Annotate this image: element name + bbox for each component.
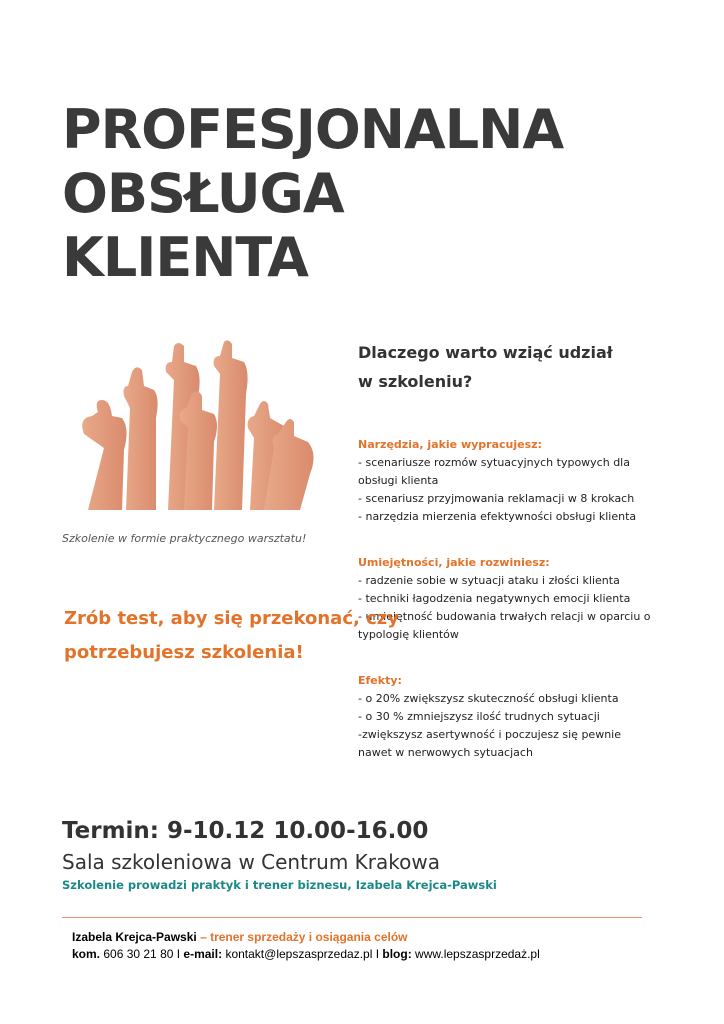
list-item: - scenariusze rozmów sytuacyjnych typowych dla obsługi klienta xyxy=(358,456,630,487)
page-title xyxy=(62,98,563,290)
title-line-2: OBSŁUGA xyxy=(62,162,344,225)
thumbs-up-hands-icon xyxy=(64,338,326,510)
footer-name: Izabela Krejca-Pawski xyxy=(72,930,197,944)
list-item: - scenariusz przyjmowania reklamacji w 8 krokach xyxy=(358,492,635,505)
blog-label: blog: xyxy=(382,947,412,961)
title-line-1: PROFESJONALNA xyxy=(62,98,564,161)
section-skills xyxy=(358,554,658,644)
cta-line-2: potrzebujesz szkolenia! xyxy=(64,642,304,663)
blog-link[interactable]: www.lepszasprzedaż.pl xyxy=(411,947,540,961)
test-call-to-action xyxy=(64,602,399,670)
footer-divider xyxy=(62,917,642,918)
phone-label: kom. xyxy=(72,947,101,961)
section-heading: Efekty: xyxy=(358,674,402,687)
list-item: - radzenie sobie w sytuacji ataku i złości klienta xyxy=(358,574,620,587)
date-time: Termin: 9-10.12 10.00-16.00 xyxy=(62,818,429,844)
section-heading: Umiejętności, jakie rozwiniesz: xyxy=(358,556,550,569)
section-tools xyxy=(358,436,658,526)
list-item: - techniki łagodzenia negatywnych emocji klienta xyxy=(358,592,631,605)
why-line-1: Dlaczego warto wziąć udział xyxy=(358,343,613,362)
phone-value: 606 30 21 80 I xyxy=(100,947,184,961)
title-line-3: KLIENTA xyxy=(62,226,308,289)
section-heading: Narzędzia, jakie wypracujesz: xyxy=(358,438,542,451)
venue: Sala szkoleniowa w Centrum Krakowa xyxy=(62,850,440,874)
email-label: e-mail: xyxy=(183,947,223,961)
footer xyxy=(72,929,540,963)
trainer-info: Szkolenie prowadzi praktyk i trener biznesu, Izabela Krejca-Pawski xyxy=(62,878,497,892)
email-link[interactable]: kontakt@lepszasprzedaz.pl I xyxy=(222,947,383,961)
why-heading xyxy=(358,338,613,396)
list-item: - o 20% zwiększysz skuteczność obsługi klienta xyxy=(358,692,619,705)
cta-line-1: Zrób test, aby się przekonać, czy xyxy=(64,608,399,629)
list-item: - umiejętność budowania trwałych relacji w oparciu o typologię klientów xyxy=(358,610,651,641)
list-item: - narzędzia mierzenia efektywności obsługi klienta xyxy=(358,510,637,523)
list-item: - o 30 % zmniejszysz ilość trudnych sytuacji xyxy=(358,710,600,723)
section-effects xyxy=(358,672,658,762)
footer-role: – trener sprzedaży i osiągania celów xyxy=(196,930,408,944)
workshop-caption: Szkolenie w formie praktycznego warsztatu! xyxy=(62,532,307,545)
why-line-2: w szkoleniu? xyxy=(358,372,473,391)
list-item: -zwiększysz asertywność i poczujesz się pewnie nawet w nerwowych sytuacjach xyxy=(358,728,621,759)
